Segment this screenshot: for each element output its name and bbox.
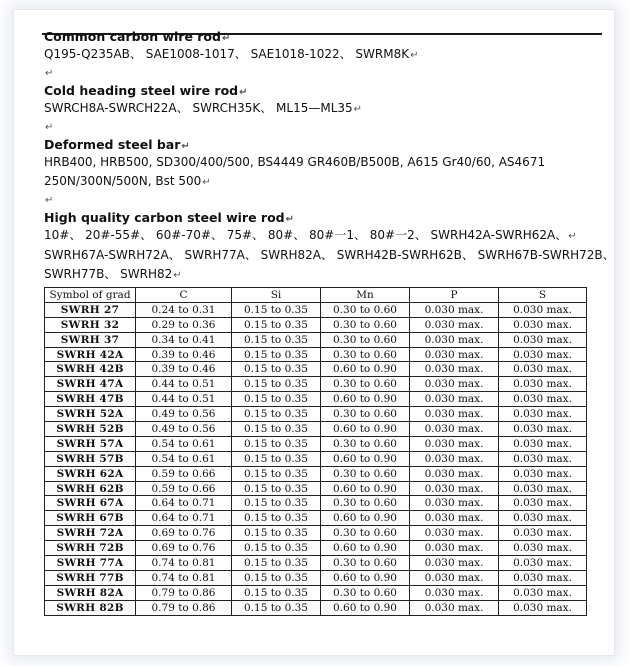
table-cell: 0.30 to 0.60 — [321, 585, 410, 600]
table-row — [45, 422, 587, 437]
table-cell: 0.30 to 0.60 — [321, 466, 410, 481]
paragraph-mark-icon: ↵ — [353, 104, 363, 115]
table-cell: 0.60 to 0.90 — [321, 511, 410, 526]
table-cell: 0.030 max. — [410, 451, 499, 466]
table-cell: 0.69 to 0.76 — [136, 526, 232, 541]
table-cell: 0.030 max. — [410, 585, 499, 600]
table-cell: 0.64 to 0.71 — [136, 496, 232, 511]
table-cell: 0.15 to 0.35 — [232, 362, 321, 377]
table-row — [45, 511, 587, 526]
table-row — [45, 362, 587, 377]
table-cell: 0.030 max. — [410, 600, 499, 615]
table-cell: 0.030 max. — [410, 422, 499, 437]
table-cell: 0.030 max. — [499, 585, 587, 600]
table-cell: 0.49 to 0.56 — [136, 407, 232, 422]
table-cell: 0.030 max. — [499, 317, 587, 332]
table-cell: 0.15 to 0.35 — [232, 481, 321, 496]
section-high-quality — [44, 209, 615, 285]
table-cell: 0.15 to 0.35 — [232, 541, 321, 556]
table-cell: 0.030 max. — [499, 436, 587, 451]
table-cell: 0.74 to 0.81 — [136, 570, 232, 585]
table-cell: 0.030 max. — [499, 332, 587, 347]
grade-cell: SWRH 32 — [45, 317, 136, 332]
column-header: Mn — [321, 288, 410, 303]
grade-cell: SWRH 47B — [45, 392, 136, 407]
section-heading: Common carbon wire rod — [44, 29, 221, 44]
table-cell: 0.15 to 0.35 — [232, 451, 321, 466]
table-cell: 0.59 to 0.66 — [136, 481, 232, 496]
grade-cell: SWRH 72A — [45, 526, 136, 541]
table-row — [45, 570, 587, 585]
table-cell: 0.54 to 0.61 — [136, 436, 232, 451]
table-cell: 0.030 max. — [410, 570, 499, 585]
grade-cell: SWRH 52B — [45, 422, 136, 437]
table-cell: 0.15 to 0.35 — [232, 570, 321, 585]
section-heading: Cold heading steel wire rod — [44, 83, 239, 98]
table-cell: 0.69 to 0.76 — [136, 541, 232, 556]
table-cell: 0.30 to 0.60 — [321, 526, 410, 541]
section-heading: High quality carbon steel wire rod — [44, 210, 285, 225]
table-row — [45, 377, 587, 392]
table-row — [45, 600, 587, 615]
table-cell: 0.030 max. — [410, 347, 499, 362]
table-cell: 0.030 max. — [499, 600, 587, 615]
table-cell: 0.15 to 0.35 — [232, 302, 321, 317]
table-cell: 0.24 to 0.31 — [136, 302, 232, 317]
table-cell: 0.15 to 0.35 — [232, 392, 321, 407]
table-cell: 0.030 max. — [410, 407, 499, 422]
table-cell: 0.030 max. — [499, 451, 587, 466]
table-cell: 0.30 to 0.60 — [321, 332, 410, 347]
table-cell: 0.030 max. — [410, 377, 499, 392]
grade-cell: SWRH 27 — [45, 302, 136, 317]
table-cell: 0.030 max. — [410, 481, 499, 496]
table-cell: 0.60 to 0.90 — [321, 600, 410, 615]
grade-cell: SWRH 67B — [45, 511, 136, 526]
paragraph-mark-icon: ↵ — [221, 33, 231, 44]
table-cell: 0.60 to 0.90 — [321, 481, 410, 496]
grade-cell: SWRH 57B — [45, 451, 136, 466]
table-cell: 0.030 max. — [410, 466, 499, 481]
section-line: SWRH77B、 SWRH82 — [44, 267, 173, 281]
table-cell: 0.30 to 0.60 — [321, 377, 410, 392]
table-cell: 0.030 max. — [499, 526, 587, 541]
table-row — [45, 436, 587, 451]
table-cell: 0.030 max. — [499, 481, 587, 496]
table-cell: 0.49 to 0.56 — [136, 422, 232, 437]
table-cell: 0.60 to 0.90 — [321, 570, 410, 585]
paragraph-mark-icon: ↵ — [45, 122, 54, 133]
section-cold-heading — [44, 82, 584, 136]
section-heading: Deformed steel bar — [44, 137, 181, 152]
table-cell: 0.15 to 0.35 — [232, 347, 321, 362]
table-cell: 0.030 max. — [499, 570, 587, 585]
paragraph-mark-icon: ↵ — [181, 141, 190, 152]
table-cell: 0.59 to 0.66 — [136, 466, 232, 481]
grade-cell: SWRH 62B — [45, 481, 136, 496]
table-row — [45, 407, 587, 422]
table-cell: 0.030 max. — [499, 377, 587, 392]
table-cell: 0.030 max. — [499, 407, 587, 422]
paragraph-mark-icon: ↵ — [45, 195, 54, 206]
table-cell: 0.60 to 0.90 — [321, 362, 410, 377]
section-deformed-bar — [44, 136, 584, 209]
table-row — [45, 392, 587, 407]
table-cell: 0.030 max. — [410, 556, 499, 571]
table-row — [45, 347, 587, 362]
table-body — [45, 302, 587, 615]
grade-cell: SWRH 52A — [45, 407, 136, 422]
table-row — [45, 541, 587, 556]
table-cell: 0.54 to 0.61 — [136, 451, 232, 466]
table-cell: 0.030 max. — [499, 392, 587, 407]
table-cell: 0.15 to 0.35 — [232, 317, 321, 332]
table-cell: 0.030 max. — [499, 347, 587, 362]
table-cell: 0.030 max. — [410, 362, 499, 377]
grade-cell: SWRH 47A — [45, 377, 136, 392]
table-cell: 0.15 to 0.35 — [232, 526, 321, 541]
table-cell: 0.15 to 0.35 — [232, 511, 321, 526]
table-cell: 0.030 max. — [499, 302, 587, 317]
table-cell: 0.64 to 0.71 — [136, 511, 232, 526]
paragraph-mark-icon: ↵ — [45, 68, 54, 79]
table-cell: 0.030 max. — [499, 466, 587, 481]
table-cell: 0.34 to 0.41 — [136, 332, 232, 347]
grade-cell: SWRH 57A — [45, 436, 136, 451]
grade-cell: SWRH 77B — [45, 570, 136, 585]
column-header: S — [499, 288, 587, 303]
table-row — [45, 317, 587, 332]
table-cell: 0.15 to 0.35 — [232, 600, 321, 615]
paragraph-mark-icon: ↵ — [410, 50, 419, 61]
table-cell: 0.15 to 0.35 — [232, 466, 321, 481]
paragraph-mark-icon: ↵ — [173, 270, 182, 281]
table-row — [45, 451, 587, 466]
table-cell: 0.30 to 0.60 — [321, 496, 410, 511]
table-cell: 0.030 max. — [410, 541, 499, 556]
table-cell: 0.030 max. — [410, 526, 499, 541]
table-cell: 0.30 to 0.60 — [321, 317, 410, 332]
grade-cell: SWRH 72B — [45, 541, 136, 556]
table-cell: 0.030 max. — [499, 496, 587, 511]
table-cell: 0.030 max. — [410, 317, 499, 332]
column-header: C — [136, 288, 232, 303]
table-cell: 0.79 to 0.86 — [136, 585, 232, 600]
table-cell: 0.44 to 0.51 — [136, 377, 232, 392]
product-list — [44, 28, 615, 285]
section-line: 250N/300N/500N, Bst 500 — [44, 174, 202, 188]
table-cell: 0.030 max. — [499, 541, 587, 556]
table-cell: 0.030 max. — [499, 362, 587, 377]
section-common-carbon — [44, 28, 584, 82]
grade-cell: SWRH 82A — [45, 585, 136, 600]
table-cell: 0.39 to 0.46 — [136, 347, 232, 362]
table-row — [45, 496, 587, 511]
table-cell: 0.15 to 0.35 — [232, 332, 321, 347]
grade-cell: SWRH 82B — [45, 600, 136, 615]
table-cell: 0.030 max. — [499, 556, 587, 571]
table-cell: 0.030 max. — [410, 511, 499, 526]
table-cell: 0.030 max. — [499, 422, 587, 437]
table-cell: 0.15 to 0.35 — [232, 422, 321, 437]
table-cell: 0.030 max. — [499, 511, 587, 526]
table-cell: 0.30 to 0.60 — [321, 407, 410, 422]
table-row — [45, 332, 587, 347]
grade-cell: SWRH 42B — [45, 362, 136, 377]
section-line: Q195-Q235AB、 SAE1008-1017、 SAE1018-1022、 SWRM8K — [44, 47, 410, 61]
grade-cell: SWRH 77A — [45, 556, 136, 571]
table-cell: 0.29 to 0.36 — [136, 317, 232, 332]
paragraph-mark-icon: ↵ — [202, 177, 211, 188]
paragraph-mark-icon: ↵ — [239, 87, 248, 98]
column-header: P — [410, 288, 499, 303]
table-row — [45, 585, 587, 600]
table-cell: 0.30 to 0.60 — [321, 347, 410, 362]
table-row — [45, 302, 587, 317]
table-cell: 0.15 to 0.35 — [232, 496, 321, 511]
table-cell: 0.30 to 0.60 — [321, 436, 410, 451]
grade-composition-table-wrap — [44, 287, 586, 616]
section-line: SWRCH8A-SWRCH22A、 SWRCH35K、 ML15—ML35 — [44, 101, 353, 115]
table-cell: 0.44 to 0.51 — [136, 392, 232, 407]
table-cell: 0.030 max. — [410, 436, 499, 451]
table-row — [45, 466, 587, 481]
table-cell: 0.15 to 0.35 — [232, 556, 321, 571]
paragraph-mark-icon: ↵ — [285, 214, 294, 225]
grade-cell: SWRH 37 — [45, 332, 136, 347]
table-cell: 0.39 to 0.46 — [136, 362, 232, 377]
table-cell: 0.60 to 0.90 — [321, 392, 410, 407]
table-cell: 0.30 to 0.60 — [321, 302, 410, 317]
grade-composition-table — [44, 287, 587, 616]
section-line: 10#、 20#-55#、 60#-70#、 75#、 80#、 80#一1、 80#一2、 SWRH42A-SWRH62A、 — [44, 228, 568, 242]
table-cell: 0.74 to 0.81 — [136, 556, 232, 571]
paragraph-mark-icon: ↵ — [568, 231, 577, 242]
table-cell: 0.15 to 0.35 — [232, 377, 321, 392]
grade-cell: SWRH 67A — [45, 496, 136, 511]
table-cell: 0.15 to 0.35 — [232, 436, 321, 451]
section-line: HRB400, HRB500, SD300/400/500, BS4449 GR460B/B500B, A615 Gr40/60, AS4671 — [44, 155, 546, 169]
table-cell: 0.15 to 0.35 — [232, 585, 321, 600]
grade-cell: SWRH 62A — [45, 466, 136, 481]
table-cell: 0.60 to 0.90 — [321, 422, 410, 437]
column-header: Symbol of grad — [45, 288, 136, 303]
table-cell: 0.030 max. — [410, 496, 499, 511]
table-row — [45, 481, 587, 496]
column-header: Si — [232, 288, 321, 303]
table-cell: 0.30 to 0.60 — [321, 556, 410, 571]
table-cell: 0.79 to 0.86 — [136, 600, 232, 615]
grade-cell: SWRH 42A — [45, 347, 136, 362]
table-cell: 0.60 to 0.90 — [321, 541, 410, 556]
table-cell: 0.15 to 0.35 — [232, 407, 321, 422]
table-cell: 0.030 max. — [410, 332, 499, 347]
table-row — [45, 526, 587, 541]
table-cell: 0.030 max. — [410, 302, 499, 317]
table-header-row — [45, 288, 587, 303]
section-line: SWRH67A-SWRH72A、 SWRH77A、 SWRH82A、 SWRH42B-SWRH62B、 SWRH67B-SWRH72B、 — [44, 248, 615, 262]
table-cell: 0.030 max. — [410, 392, 499, 407]
table-cell: 0.60 to 0.90 — [321, 451, 410, 466]
table-row — [45, 556, 587, 571]
